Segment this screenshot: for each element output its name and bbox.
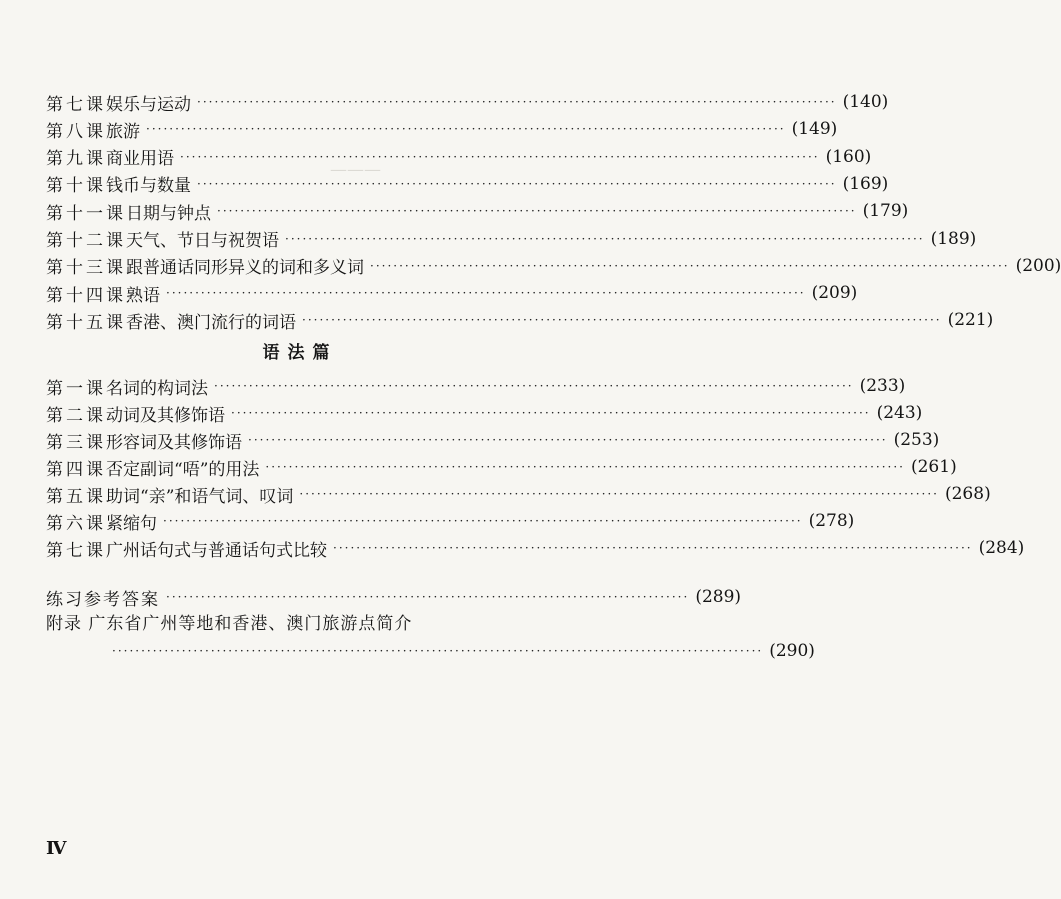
lesson-number: 第一课 [46, 378, 106, 399]
leader-dots: ·············································································································· [265, 460, 905, 474]
lesson-number: 第十一课 [46, 203, 126, 224]
lesson-title: 名词的构词法 [106, 378, 208, 399]
leader-dots: ·············································································································· [217, 204, 857, 219]
lesson-page: (233) [859, 376, 906, 396]
leader-dots: ·············································································································· [299, 487, 939, 501]
lesson-page: (209) [811, 283, 858, 304]
entry-page: (289) [695, 587, 742, 607]
lesson-number: 第十课 [46, 176, 106, 197]
leader-dots: ·························································································· [166, 590, 690, 604]
lesson-number: 第十二课 [46, 231, 126, 251]
leader-dots: ·············································································································· [197, 95, 837, 109]
lesson-page: (253) [893, 430, 940, 450]
lesson-number: 第十三课 [46, 258, 126, 279]
toc-entry[interactable] [46, 198, 909, 224]
lesson-number: 第七课 [46, 94, 106, 115]
toc-entry[interactable] [46, 307, 994, 333]
leader-dots: ·············································································································· [163, 514, 803, 528]
leader-dots: ·············································································································· [214, 379, 854, 393]
toc-entry-answers[interactable] [46, 584, 742, 610]
lesson-page: (243) [876, 403, 923, 423]
lesson-number: 第三课 [46, 432, 106, 453]
lesson-title: 动词及其修饰语 [106, 405, 225, 426]
lesson-number: 第九课 [46, 149, 106, 170]
leader-dots: ················································································································ [112, 644, 764, 658]
lesson-page: (140) [842, 92, 889, 112]
lesson-title: 跟普通话同形异义的词和多义词 [126, 258, 364, 279]
lesson-title: 钱币与数量 [106, 176, 191, 197]
leader-dots: ·············································································································· [197, 176, 837, 191]
lesson-page: (268) [944, 484, 991, 504]
lesson-page: (284) [978, 538, 1025, 558]
toc-entry[interactable] [46, 280, 858, 306]
lesson-number: 第四课 [46, 459, 106, 480]
toc-entry[interactable] [46, 481, 991, 507]
lesson-title: 天气、节日与祝贺语 [126, 231, 279, 251]
toc-entry[interactable] [46, 144, 872, 170]
lesson-number: 第七课 [46, 540, 106, 561]
toc-entry-appendix[interactable] [46, 608, 554, 634]
lesson-number: 第八课 [46, 121, 106, 142]
leader-dots: ·············································································································· [180, 149, 820, 164]
lesson-title: 商业用语 [106, 149, 174, 170]
toc-entry[interactable] [46, 89, 889, 115]
lesson-page: (221) [947, 310, 994, 331]
leader-dots: ·············································································································· [302, 313, 942, 328]
lesson-title: 娱乐与运动 [106, 94, 191, 115]
lesson-title: 形容词及其修饰语 [106, 432, 242, 453]
lesson-number: 第六课 [46, 513, 106, 534]
lesson-page: (200) [1015, 255, 1061, 276]
leader-dots: ·············································································································· [285, 231, 925, 246]
lesson-page: (189) [930, 228, 977, 249]
lesson-page: (149) [791, 119, 838, 140]
toc-entry[interactable] [46, 427, 940, 453]
lesson-title: 日期与钟点 [126, 203, 211, 224]
show-through-text: ——— [330, 160, 381, 180]
toc-entry[interactable] [46, 508, 855, 534]
lesson-number: 第十五课 [46, 312, 126, 333]
leader-dots: ·············································································································· [248, 433, 888, 447]
lesson-title: 旅游 [106, 121, 140, 142]
toc-entry[interactable] [46, 454, 957, 480]
lesson-title: 否定副词“唔”的用法 [106, 459, 260, 480]
lesson-title: 广州话句式与普通话句式比较 [106, 540, 327, 561]
toc-entry[interactable] [46, 171, 889, 197]
lesson-title: 助词“亲”和语气词、叹词 [106, 486, 294, 507]
toc-entry[interactable] [46, 226, 977, 252]
lesson-number: 第二课 [46, 405, 106, 426]
entry-title: 附录 广东省广州等地和香港、澳门旅游点简介 [46, 613, 413, 634]
leader-dots: ·············································································································· [231, 406, 871, 420]
toc-entry[interactable] [46, 373, 906, 399]
toc-entry-appendix-leader [46, 638, 815, 664]
lesson-page: (179) [862, 201, 909, 222]
toc-entry[interactable] [46, 116, 838, 142]
lesson-page: (278) [808, 511, 855, 531]
leader-dots: ·············································································································· [333, 541, 973, 555]
leader-dots: ·············································································································· [166, 286, 806, 301]
lesson-number: 第十四课 [46, 285, 126, 306]
toc-entry[interactable] [46, 253, 1061, 279]
lesson-page: (160) [825, 146, 872, 167]
lesson-page: (169) [842, 173, 889, 194]
entry-title: 练习参考答案 [46, 589, 160, 610]
toc-entry[interactable] [46, 400, 923, 426]
section-title: 语法篇 [262, 343, 338, 363]
leader-dots: ·············································································································· [146, 122, 786, 137]
lesson-number: 第五课 [46, 486, 106, 507]
toc-entry[interactable] [46, 535, 1025, 561]
lesson-title: 熟语 [126, 285, 160, 306]
leader-dots: ·············································································································· [370, 258, 1010, 273]
entry-page: (290) [769, 641, 815, 661]
lesson-title: 香港、澳门流行的词语 [126, 312, 296, 333]
lesson-title: 紧缩句 [106, 513, 157, 534]
page-number: Ⅳ [46, 838, 67, 859]
lesson-page: (261) [910, 457, 957, 477]
